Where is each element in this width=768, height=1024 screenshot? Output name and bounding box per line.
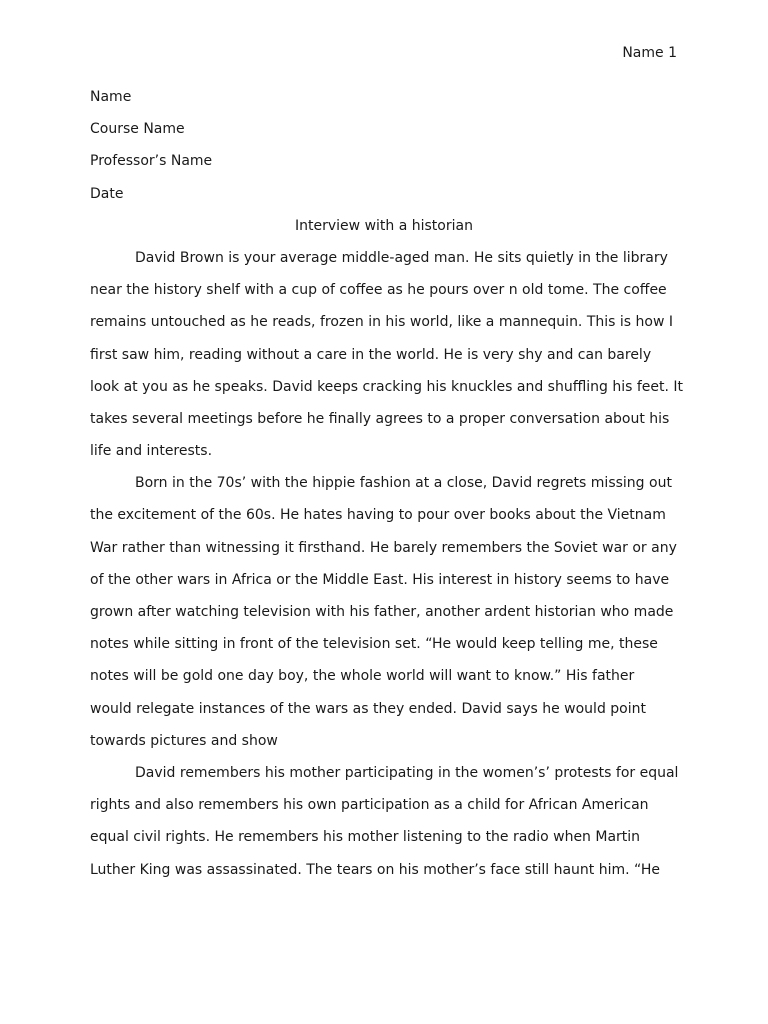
paragraph-line: David Brown is your average middle-aged man. He sits quietly in the library (135, 249, 668, 266)
paragraph-line: Born in the 70s’ with the hippie fashion at a close, David regrets missing out (135, 475, 672, 492)
student-name: Name (90, 89, 132, 105)
paragraph-3 (90, 763, 690, 892)
paragraph-line: notes while sitting in front of the television set. “He would keep telling me, these (90, 636, 658, 653)
document-title: Interview with a historian (295, 217, 473, 234)
paragraph-line: grown after watching television with his father, another ardent historian who made (90, 604, 674, 620)
paragraph-line: life and interests. (90, 443, 213, 460)
page-header: Name 1 (622, 45, 677, 61)
paragraph-line: the excitement of the 60s. He hates having to pour over books about the Vietnam (90, 507, 666, 524)
paragraph-line: of the other wars in Africa or the Middle East. His interest in history seems to have (90, 571, 670, 588)
paragraph-line: equal civil rights. He remembers his mother listening to the radio when Martin (90, 829, 641, 846)
paragraph-line: first saw him, reading without a care in the world. He is very shy and can barely (90, 346, 652, 363)
paragraph-line: War rather than witnessing it firsthand. He barely remembers the Soviet war or any (90, 539, 677, 556)
paragraph-line: near the history shelf with a cup of coffee as he pours over n old tome. The coffee (90, 282, 667, 299)
document-body (90, 87, 690, 892)
paragraph-line: look at you as he speaks. David keeps cracking his knuckles and shuffling his feet. It (90, 378, 684, 395)
paragraph-line: would relegate instances of the wars as they ended. David says he would point (90, 700, 646, 717)
paragraph-line: notes will be gold one day boy, the whole world will want to know.” His father (90, 668, 635, 685)
paragraph-line: towards pictures and show (90, 732, 278, 749)
paragraph-line: Luther King was assassinated. The tears on his mother’s face still haunt him. “He (90, 861, 660, 878)
professor-name: Professor’s Name (90, 153, 213, 170)
date-line: Date (90, 185, 124, 202)
paragraph-1 (90, 248, 690, 473)
paragraph-line: David remembers his mother participating in the women’s’ protests for equal (135, 764, 679, 781)
course-name: Course Name (90, 121, 185, 138)
paragraph-line: rights and also remembers his own participation as a child for African American (90, 797, 649, 814)
paragraph-2 (90, 473, 690, 763)
paragraph-line: takes several meetings before he finally agrees to a proper conversation about his (90, 410, 670, 427)
paragraph-line: remains untouched as he reads, frozen in his world, like a mannequin. This is how I (90, 314, 673, 331)
